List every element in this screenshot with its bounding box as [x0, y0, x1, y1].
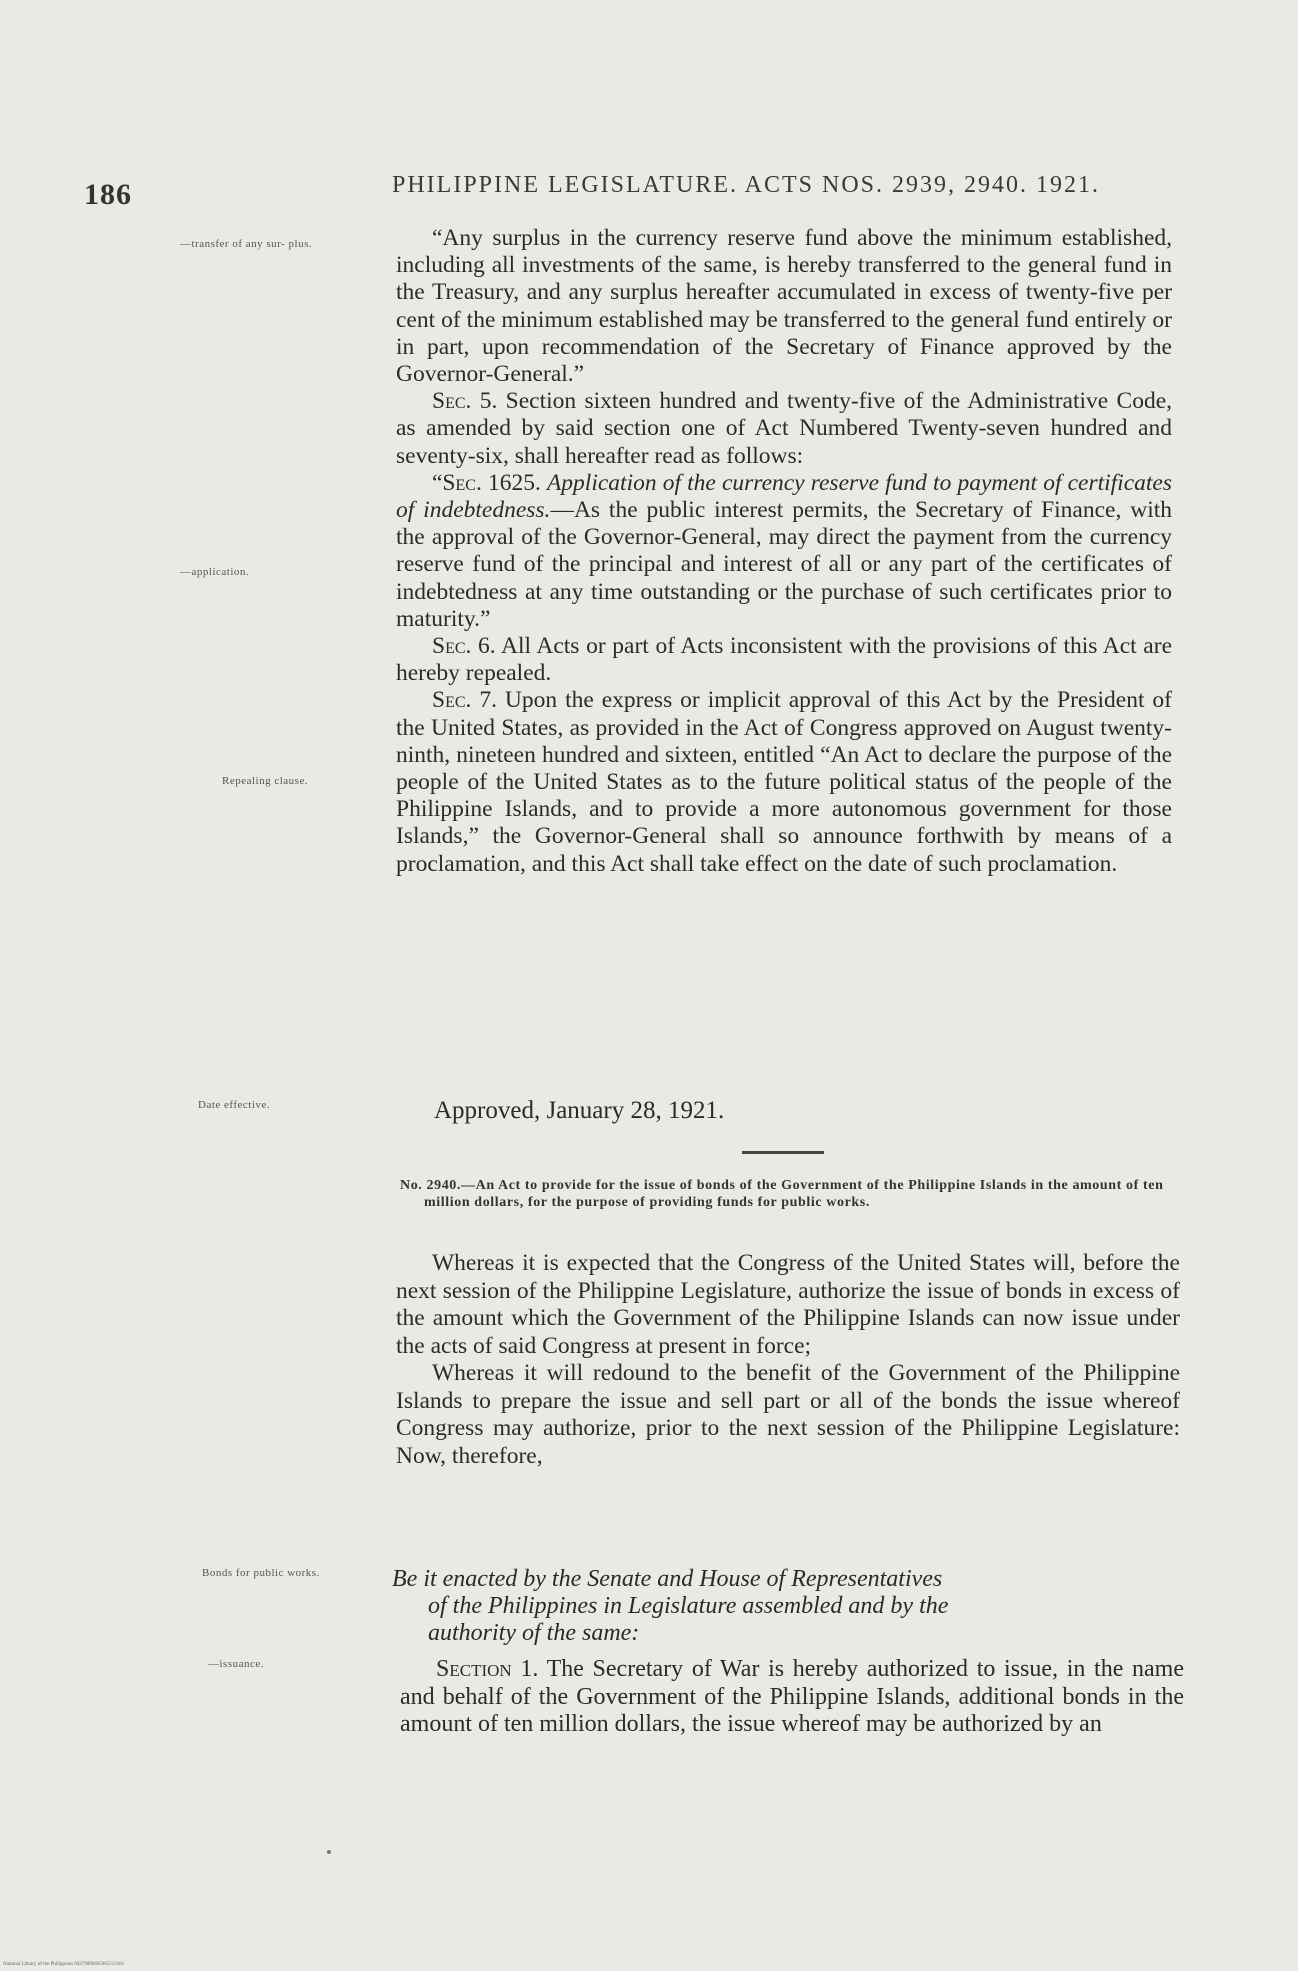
margin-note-application: —application.: [180, 566, 250, 578]
section-1625-label: “Sec. 1625.: [432, 469, 541, 496]
section-5-text: Section sixteen hundred and twenty-five of the Administrative Code, as amended by said section one of Act Numbered Twenty-seven hundred and seventy-six, shall hereafter read as follows:: [396, 388, 1173, 469]
whereas-paragraph-1: Whereas it is expected that the Congress of the United States will, before the next session of the Philippine Legislature, authorize the issue of bonds in excess of the amount which the Government of the Philippine Islands can now issue under the acts of said Congress at present in force;: [396, 1250, 1180, 1359]
section-5-label: Sec. 5.: [432, 388, 498, 415]
enacting-clause: [392, 1566, 1184, 1647]
margin-note-issuance: —issuance.: [208, 1658, 265, 1670]
margin-note-transfer: —transfer of any sur- plus.: [180, 238, 313, 250]
page-number: 186: [84, 178, 132, 211]
approved-date: Approved, January 28, 1921.: [434, 1097, 725, 1124]
act-2940-preamble: [396, 1250, 1180, 1470]
section-6-label: Sec. 6.: [432, 633, 496, 660]
section-1625-text: —As the public interest permits, the Secretary of Finance, with the approval of the Governor-General, may direct the payment from the currency reserve fund of the principal and interest of all or any part of the certificates of indebtedness at any time outstanding or the purchase of such certificates prior to maturity.”: [396, 497, 1173, 632]
section-1-text: The Secretary of War is hereby authorized to issue, in the name and behalf of the Government of the Philippine Islands, additional bonds in the amount of ten million dollars, the issue whereof may be authorized by an: [400, 1656, 1184, 1737]
section-7-text: Upon the express or implicit approval of this Act by the President of the United States, as provided in the Act of Congress approved on August twenty-ninth, nineteen hundred and sixteen, entitled “An Act to declare the purpose of the people of the United States as to the future political status of the people of the Philippine Islands, and to provide a more autonomous government for those Islands,” the Governor-General shall so announce forthwith by means of a proclamation, and this Act shall take effect on the date of such proclamation.: [396, 687, 1173, 877]
running-head: PHILIPPINE LEGISLATURE. ACTS NOS. 2939, 2940. 1921.: [392, 172, 1101, 198]
enacting-clause-line-3: authority of the same:: [428, 1620, 640, 1646]
enacting-clause-line-1: Be it enacted by the Senate and House of Representatives: [392, 1566, 943, 1592]
section-1625-paragraph: [396, 470, 1172, 633]
surplus-paragraph: “Any surplus in the currency reserve fund above the minimum established, including all investments of the same, is hereby transferred to the general fund in the Treasury, and any surplus hereafter accumulated in excess of twenty-five per cent of the minimum established may be transferred to the general fund entirely or in part, upon recommendation of the Secretary of Finance approved by the Governor-General.”: [396, 225, 1172, 388]
section-6-text: All Acts or part of Acts inconsistent with the provisions of this Act are hereby repealed.: [396, 633, 1172, 687]
act-2940-title: [400, 1178, 1176, 1211]
act-2940-title-text: No. 2940.—An Act to provide for the issue of bonds of the Government of the Philippine Islands in the amount of ten million dollars, for the purpose of providing funds for public works.: [400, 1178, 1164, 1210]
section-7-label: Sec. 7.: [432, 687, 497, 714]
act-2939-body: [396, 225, 1172, 878]
margin-note-date-effective: Date effective.: [198, 1099, 271, 1111]
margin-note-repealing-clause: Repealing clause.: [222, 775, 309, 787]
section-1-paragraph: [400, 1656, 1184, 1739]
section-1625-heading: Application of the currency reserve fund to payment of certificates of indebtedness.: [396, 469, 1172, 524]
section-5-paragraph: [396, 388, 1172, 470]
section-6-paragraph: [396, 633, 1172, 687]
enacting-clause-line-2: of the Philippines in Legislature assembled and by the: [428, 1593, 949, 1619]
section-1-label: Section 1.: [436, 1656, 539, 1682]
page-mark: [327, 1850, 331, 1854]
separator-rule: [742, 1151, 824, 1154]
margin-note-bonds-public-works: Bonds for public works.: [202, 1567, 320, 1579]
scan-source-footer: National Library of the Philippines 00279000465005213181: [3, 1962, 125, 1967]
section-7-paragraph: [396, 687, 1172, 877]
whereas-paragraph-2: Whereas it will redound to the benefit of the Government of the Philippine Islands to prepare the issue and sell part or all of the bonds the issue whereof Congress may authorize, prior to the next session of the Philippine Legislature: Now, therefore,: [396, 1360, 1180, 1469]
section-1-block: [400, 1656, 1184, 1739]
